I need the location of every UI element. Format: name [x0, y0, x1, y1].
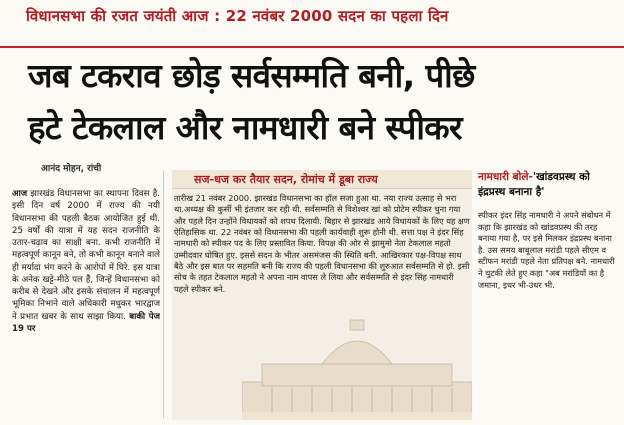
headline-line-2: हटे टेकलाल और नामधारी बने स्पीकर	[28, 108, 462, 147]
left-column-lead-word: आज	[12, 189, 28, 199]
right-column-body: स्पीकर इंदर सिंह नामधारी ने अपने संबोधन में कहा कि झारखंड को खांडवप्रस्थ की तरह बनाया गया है, पर इसे मिलकर इंद्रप्रस्थ बनाना है. उस समय बाबूलाल मरांडी पहले सीएम व स्टीफन मरांडी पहले नेता प्रतिपक्ष बने. नामधारी ने चुटकी लेते हुए कहा "अब मरांडियों का है जमाना, इधर भी-उधर भी.	[478, 210, 615, 290]
assembly-building-illustration	[242, 312, 472, 420]
headline-line-1: जब टकराव छोड़ सर्वसम्मति बनी, पीछे	[28, 56, 475, 95]
left-column-article	[12, 188, 160, 420]
center-story-box	[172, 170, 472, 420]
right-heading-rest: 'खांडवप्रस्थ को इंद्रप्रस्थ बनाना है'	[478, 171, 590, 198]
byline: आनंद मोहन, रांची	[41, 164, 102, 174]
top-banner	[0, 0, 624, 48]
column-divider	[163, 170, 164, 418]
right-heading-accent: नामधारी बोले-	[478, 171, 533, 183]
right-column-heading	[478, 170, 618, 200]
center-story-body: तारीख 21 नवंबर 2000. झारखंड विधानसभा का हॉल सजा हुआ था. नया राज्य उत्साह से भरा था.अध्यक्ष की कुर्सी भी इंतजार कर रही थी. सर्वसम्मति से विशेश्वर खां को प्रोटेम स्पीकर चुना गया और पहले दिन उन्होंने विधायकों को शपथ दिलायी. बिहार से झारखंड आये विधायकों के लिए यह क्षण ऐतिहासिक था. 22 नवंबर को विधानसभा की पहली कार्यवाही शुरू होनी थी. सत्ता पक्ष ने इंदर सिंह नामधारी को स्पीकर पद के लिए प्रस्तावित किया. विपक्ष की ओर से झामुमो नेता टेकलाल महतो उम्मीदवार घोषित हुए. इससे सदन के भीतर असमंजस की स्थिति बनी. आखिरकार पक्ष-विपक्ष साथ बैठे और इस बात पर सहमति बनी कि राज्य की पहली विधानसभा की शुरुआत सर्वसम्मति से हो. इसी सोच के तहत टेकलाल महतो ने अपना नाम वापस ले लिया और सर्वसम्मति से इंदर सिंह नामधारी पहले स्पीकर बने.	[174, 193, 470, 294]
right-column-sidebar	[478, 170, 618, 420]
left-column-text: झारखंड विधानसभा का स्थापना दिवस है. इसी दिन वर्ष 2000 में राज्य की नयी विधानसभा की पहली बैठक आयोजित हुई थी. 25 वर्षों की यात्रा में यह सदन राजनीति के उतार-चढ़ाव का साक्षी बना. कभी राजनीति में महत्वपूर्ण कानून बने, तो कभी कानून बनाने वाले ही मर्यादा भंग करने के आरोपों में घिरे. इस यात्रा के अनेक खट्टे-मीठे पल हैं, जिन्हें विधानसभा को करीब से देखने और इसके संचालन में महत्वपूर्ण भूमिका निभाने वाले अधिकारी मधुकर भारद्वाज ने प्रभात खबर के साथ साझा किया.	[12, 189, 160, 322]
center-story-heading: सज-धज कर तैयार सदन, रोमांच में डूबा राज्य	[194, 173, 378, 186]
banner-title: विधानसभा की रजत जयंती आज : 22 नवंबर 2000 सदन का पहला दिन	[26, 7, 449, 25]
center-story-header	[172, 170, 472, 189]
continued-note: बाकी पेज 19 पर	[12, 311, 160, 334]
